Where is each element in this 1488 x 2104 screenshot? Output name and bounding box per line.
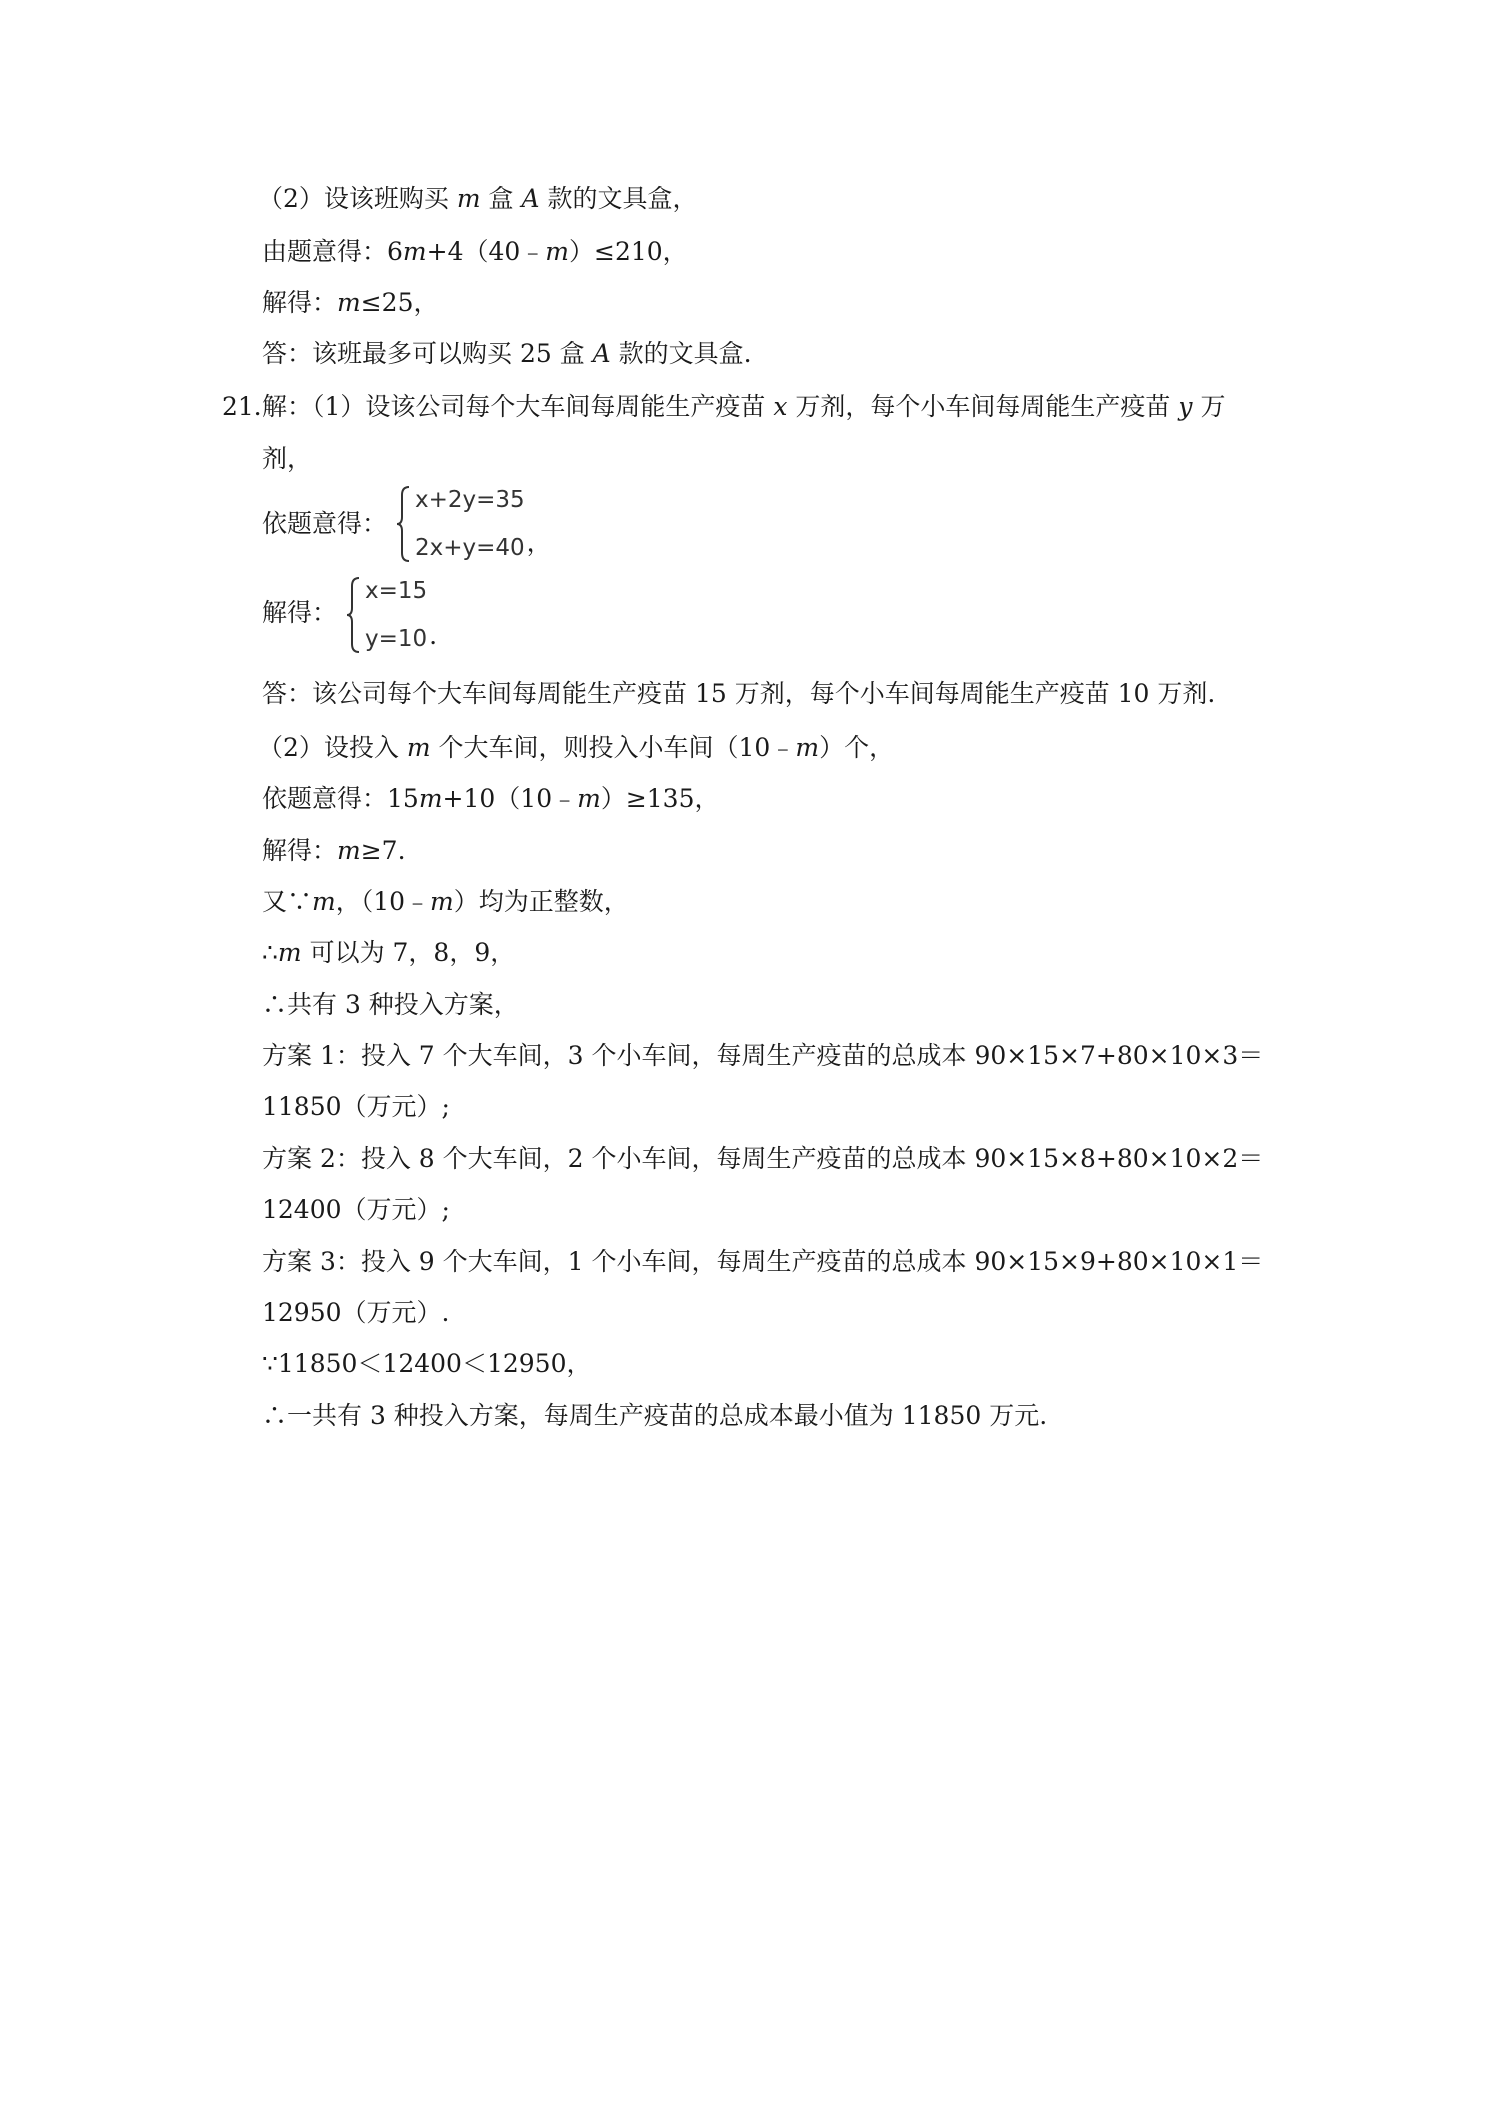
sys2-label: 解得： — [262, 598, 338, 627]
q21-integer-condition: 又∵m，（10﹣m）均为正整数， — [262, 887, 629, 916]
q21-plan-count: ∴共有 3 种投入方案， — [262, 990, 519, 1019]
brace-icon — [395, 485, 411, 563]
plan-1-line-1: 方案 1：投入 7 个大车间，3 个小车间，每周生产疫苗的总成本 90×15×7+80×10×3＝ — [262, 1041, 1264, 1070]
q21-line-1: 解：（1）设该公司每个大车间每周能生产疫苗 x 万剂，每个小车间每周能生产疫苗 y 万 — [262, 392, 1226, 421]
plan-1-line-2: 11850（万元）; — [262, 1092, 450, 1121]
sys2-eq-1: x=15 — [365, 578, 428, 604]
q21-answer-1: 答：该公司每个大车间每周能生产疫苗 15 万剂，每个小车间每周能生产疫苗 10 万剂. — [262, 679, 1216, 708]
p2a-line-2: 由题意得：6m+4（40﹣m）≤210， — [262, 237, 688, 266]
plan-3-line-1: 方案 3：投入 9 个大车间，1 个小车间，每周生产疫苗的总成本 90×15×9+80×10×1＝ — [262, 1247, 1264, 1276]
sys1-eq-2: 2x+y=40 — [415, 535, 525, 561]
q21-inequality: 依题意得：15m+10（10﹣m）≥135， — [262, 784, 720, 813]
sys2-eq-2: y=10 — [365, 626, 428, 652]
p2a-line-3: 解得：m≤25， — [262, 288, 439, 317]
equation-system-2 — [345, 576, 437, 654]
p2a-line-1: （2）设该班购买 m 盒 A 款的文具盒， — [258, 184, 698, 213]
plan-2-line-2: 12400（万元）; — [262, 1195, 450, 1224]
q21-solution: 解得：m≥7. — [262, 836, 406, 865]
question-number: 21． — [222, 392, 279, 421]
equation-system-1 — [395, 485, 552, 563]
sys1-punct: ， — [526, 528, 552, 557]
plan-3-line-2: 12950（万元）. — [262, 1298, 450, 1327]
plan-2-line-1: 方案 2：投入 8 个大车间，2 个小车间，每周生产疫苗的总成本 90×15×8+80×10×2＝ — [262, 1144, 1264, 1173]
q21-line-2: 剂， — [262, 444, 313, 473]
sys2-punct: . — [429, 621, 438, 650]
brace-icon — [345, 576, 361, 654]
sys1-eq-1: x+2y=35 — [415, 487, 525, 513]
q21-values: ∴m 可以为 7，8，9， — [262, 938, 516, 967]
sys1-label: 依题意得： — [262, 509, 388, 538]
q21-comparison: ∵11850＜12400＜12950， — [262, 1349, 592, 1378]
p2a-answer: 答：该班最多可以购买 25 盒 A 款的文具盒. — [262, 339, 752, 368]
q21-conclusion: ∴一共有 3 种投入方案，每周生产疫苗的总成本最小值为 11850 万元. — [262, 1401, 1048, 1430]
q21-part2-line-1: （2）设投入 m 个大车间，则投入小车间（10﹣m）个， — [258, 733, 895, 762]
